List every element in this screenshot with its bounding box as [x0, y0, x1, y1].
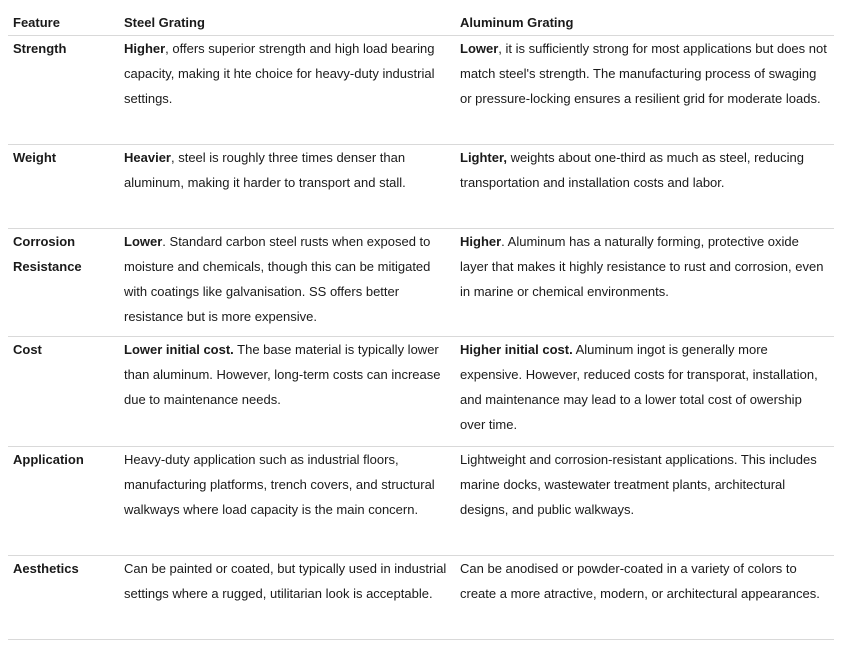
steel-text: . Standard carbon steel rusts when exposed to moisture and chemicals, though this can be mitigated with coatings like galvanisation. SS offers better resistance but is more expensive. [124, 234, 431, 324]
table-header-row [8, 0, 834, 36]
steel-cell [119, 337, 455, 446]
feature-cell: Cost [13, 342, 42, 357]
aluminum-text: Aluminum ingot is generally more expensive. However, reduced costs for transporat, installation, and maintenance may lead to a lower total cost of owership over time. [460, 342, 818, 432]
steel-cell [119, 145, 455, 228]
steel-cell [119, 447, 455, 555]
steel-text: , steel is roughly three times denser than aluminum, making it harder to transport and stall. [124, 150, 406, 190]
steel-cell [119, 556, 455, 639]
aluminum-highlight: Lighter, [460, 150, 507, 165]
table-row [8, 229, 834, 337]
table-row [8, 447, 834, 556]
steel-highlight: Lower [124, 234, 163, 249]
feature-cell: Corrosion Resistance [13, 234, 82, 274]
comparison-table [8, 0, 834, 640]
feature-cell: Aesthetics [13, 561, 79, 576]
table-row [8, 556, 834, 640]
table-row [8, 337, 834, 447]
aluminum-text: weights about one-third as much as steel, reducing transportation and installation costs and labor. [460, 150, 804, 190]
aluminum-text: Lightweight and corrosion-resistant applications. This includes marine docks, wastewater treatment plants, architectural designs, and public walkways. [460, 452, 817, 517]
header-steel-grating: Steel Grating [124, 15, 205, 30]
aluminum-cell [455, 36, 834, 144]
aluminum-highlight: Lower [460, 41, 499, 56]
aluminum-cell [455, 447, 834, 555]
aluminum-cell [455, 556, 834, 639]
steel-cell [119, 229, 455, 336]
steel-text: , offers superior strength and high load bearing capacity, making it hte choice for heavy-duty industrial settings. [124, 41, 435, 106]
aluminum-cell [455, 229, 834, 336]
table-row [8, 36, 834, 145]
header-aluminum-grating: Aluminum Grating [460, 15, 574, 30]
steel-text: Can be painted or coated, but typically used in industrial settings where a rugged, utilitarian look is acceptable. [124, 561, 447, 601]
steel-text: The base material is typically lower than aluminum. However, long-term costs can increase due to maintenance needs. [124, 342, 441, 407]
aluminum-text: . Aluminum has a naturally forming, protective oxide layer that makes it highly resistance to rust and corrosion, even in marine or chemical environments. [460, 234, 824, 299]
feature-cell: Strength [13, 41, 67, 56]
aluminum-highlight: Higher initial cost. [460, 342, 573, 357]
aluminum-text: Can be anodised or powder-coated in a variety of colors to create a more atractive, modern, or architectural appearances. [460, 561, 820, 601]
steel-text: Heavy-duty application such as industrial floors, manufacturing platforms, trench covers, and structural walkways where load capacity is the main concern. [124, 452, 435, 517]
steel-highlight: Lower initial cost. [124, 342, 234, 357]
steel-highlight: Higher [124, 41, 166, 56]
steel-cell [119, 36, 455, 144]
feature-cell: Application [13, 452, 84, 467]
header-feature: Feature [13, 15, 60, 30]
aluminum-cell [455, 337, 834, 446]
aluminum-text: , it is sufficiently strong for most applications but does not match steel's strength. The manufacturing process of swaging or pressure-locking ensures a resilient grid for moderate loads. [460, 41, 827, 106]
table-row [8, 145, 834, 229]
aluminum-highlight: Higher [460, 234, 502, 249]
steel-highlight: Heavier [124, 150, 171, 165]
aluminum-cell [455, 145, 834, 228]
feature-cell: Weight [13, 150, 57, 165]
